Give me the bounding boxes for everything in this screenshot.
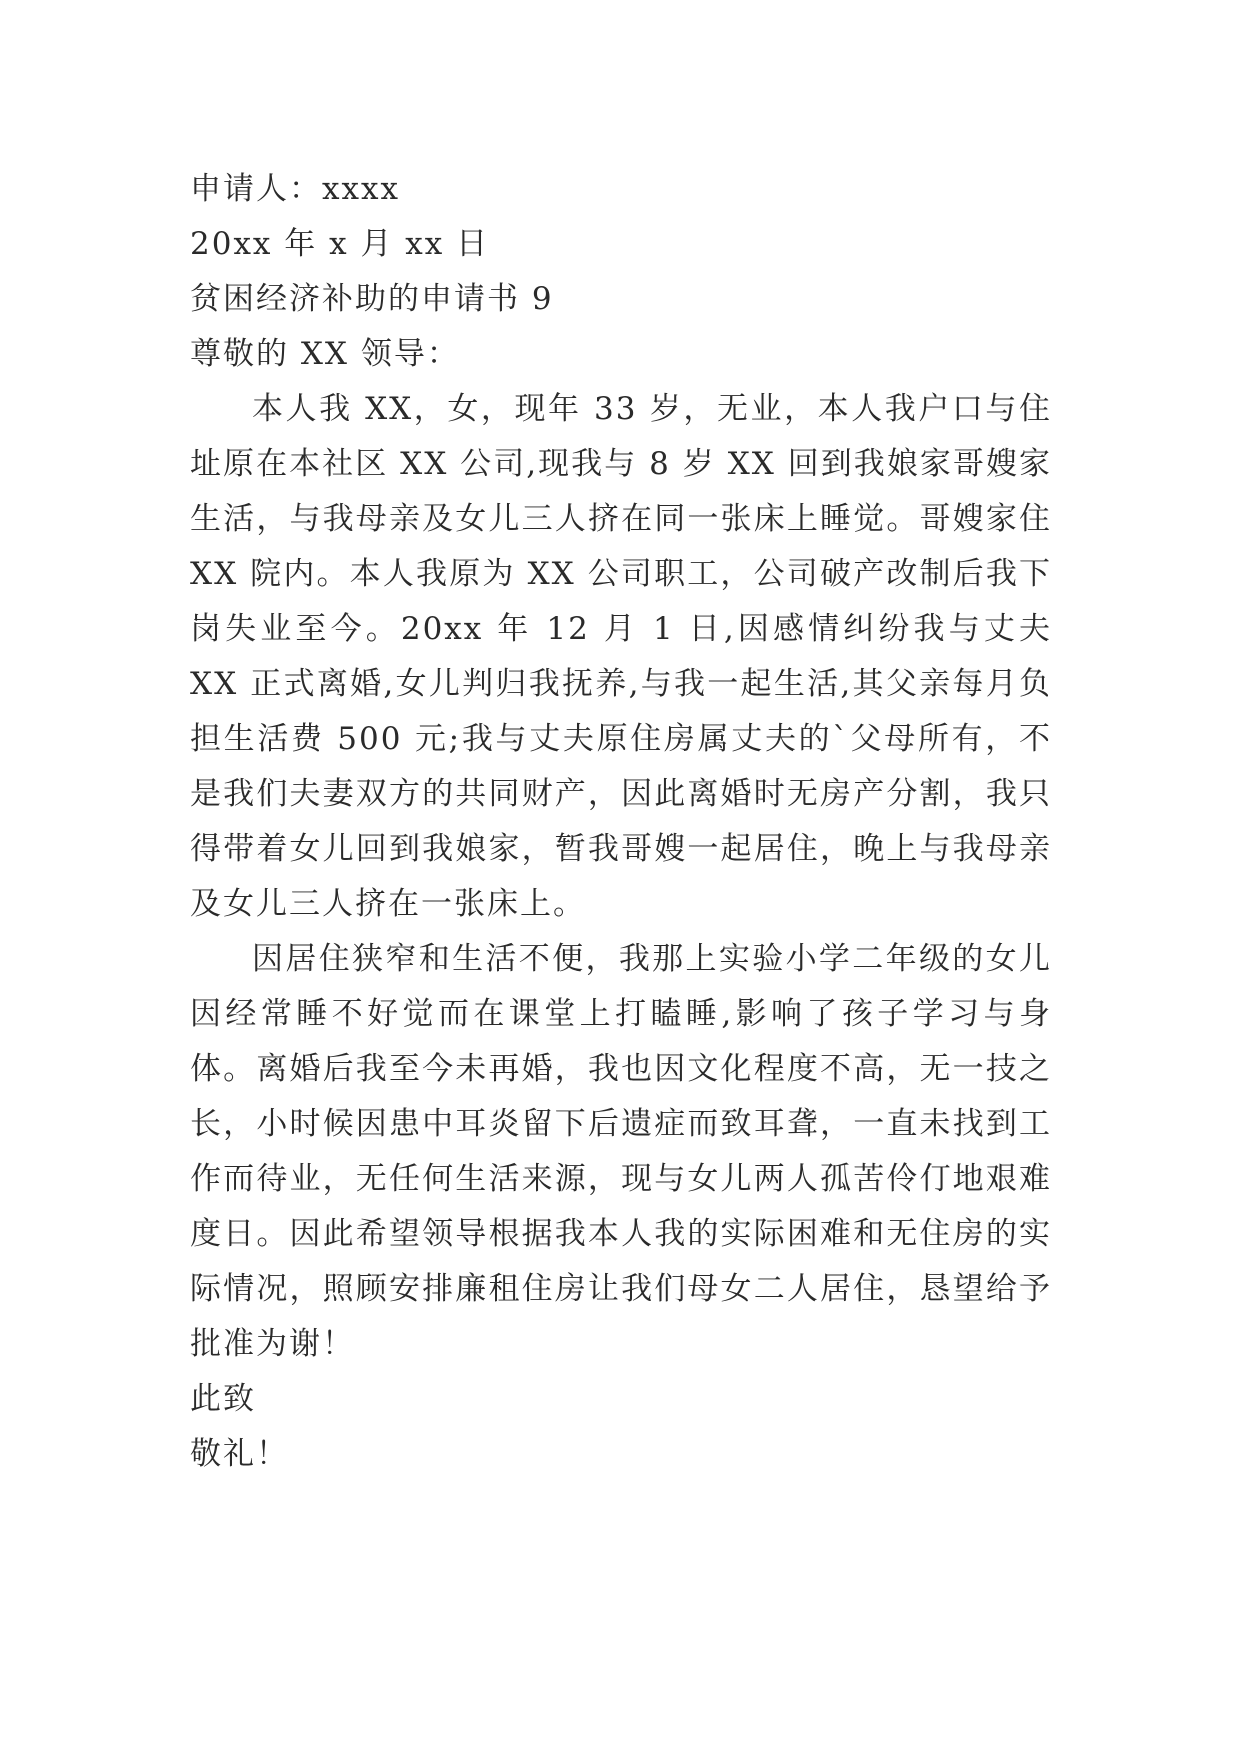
closing-salute: 此致	[190, 1381, 256, 1417]
body-paragraph-1: 本人我 XX，女，现年 33 岁，无业，本人我户口与住址原在本社区 XX 公司,现我与 8 岁 XX 回到我娘家哥嫂家生活，与我母亲及女儿三人挤在同一张床上睡觉。哥嫂家住 XX 院内。本人我原为 XX 公司职工，公司破产改制后我下岗失业至今。20xx 年 12 月 1 日,因感情纠纷我与丈夫 XX 正式离婚,女儿判归我抚养,与我一起生活,其父亲每月负担生活费 500 元;我与丈夫原住房属丈夫的`父母所有，不是我们夫妻双方的共同财产，因此离婚时无房产分割，我只得带着女儿回到我娘家，暂我哥嫂一起居住，晚上与我母亲及女儿三人挤在一张床上。	[190, 391, 1052, 922]
salutation: 尊敬的 XX 领导：	[190, 336, 460, 372]
body-paragraph-2: 因居住狭窄和生活不便，我那上实验小学二年级的女儿因经常睡不好觉而在课堂上打瞌睡,影响了孩子学习与身体。离婚后我至今未再婚，我也因文化程度不高，无一技之长，小时候因患中耳炎留下后遗症而致耳聋，一直未找到工作而待业，无任何生活来源，现与女儿两人孤苦伶仃地艰难度日。因此希望领导根据我本人我的实际困难和无住房的实际情况，照顾安排廉租住房让我们母女二人居住，恳望给予批准为谢！	[190, 941, 1052, 1362]
date-line: 20xx 年 x 月 xx 日	[190, 226, 490, 262]
document-title: 贫困经济补助的申请书 9	[190, 281, 554, 317]
document-body	[190, 162, 1052, 1482]
closing-regards: 敬礼！	[190, 1436, 289, 1472]
applicant-line: 申请人：xxxx	[190, 171, 400, 207]
